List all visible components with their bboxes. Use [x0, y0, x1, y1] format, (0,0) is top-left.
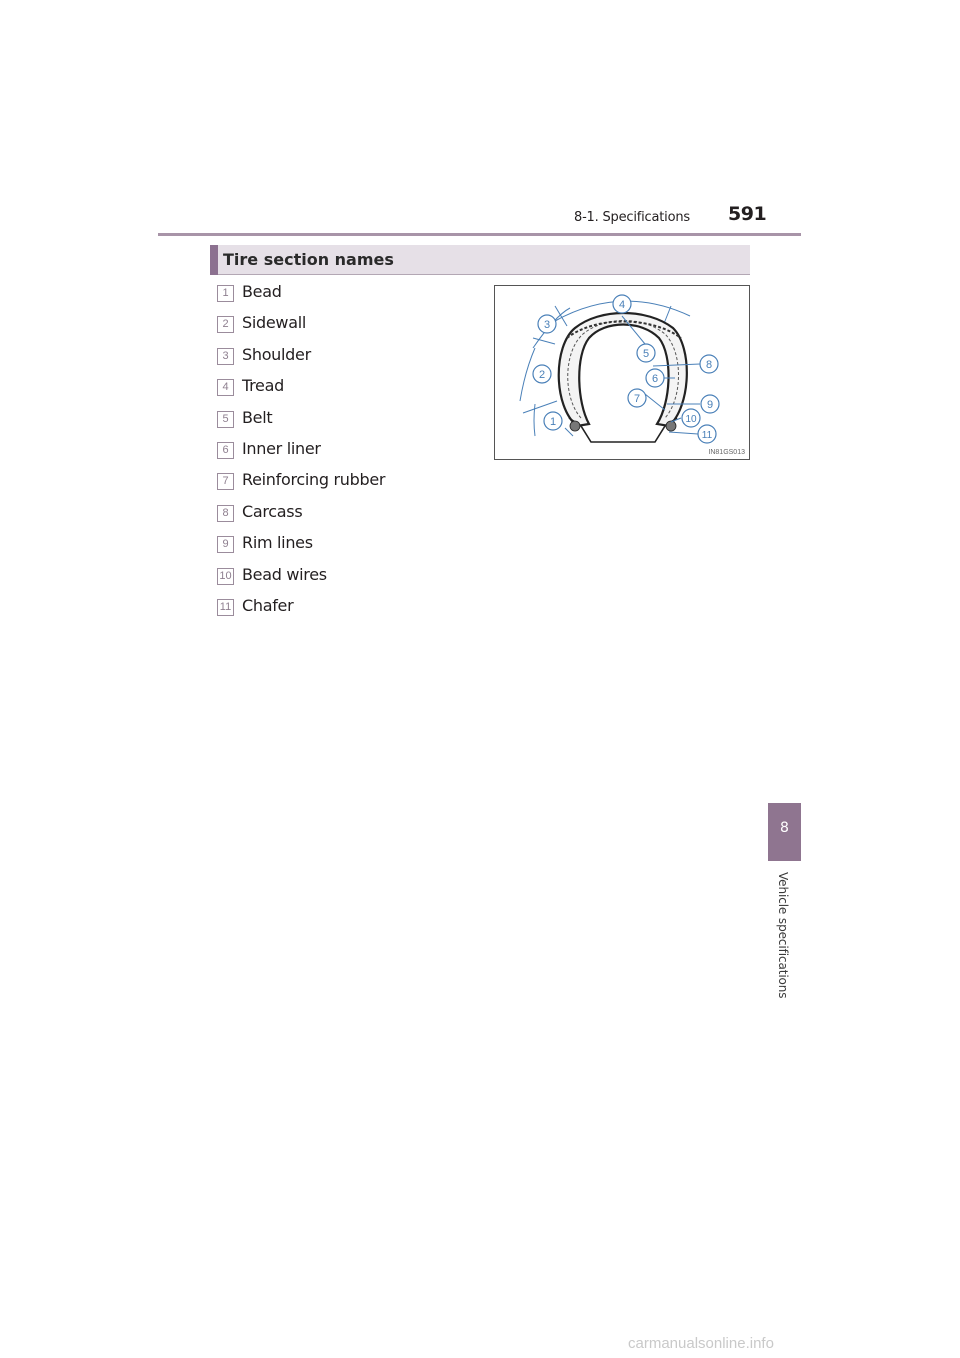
watermark: carmanualsonline.info: [628, 1335, 774, 1352]
part-label: Inner liner: [242, 438, 321, 458]
section-title-bar: [210, 245, 750, 275]
number-badge: 2: [217, 316, 234, 333]
title-accent: [210, 245, 218, 275]
header-rule: [158, 233, 801, 236]
callout-9: [701, 395, 719, 413]
callout-2: [533, 365, 551, 383]
callout-8: [700, 355, 718, 373]
part-label: Belt: [242, 407, 273, 427]
chapter-label: Vehicle specifications: [776, 872, 790, 999]
part-label: Bead wires: [242, 564, 327, 584]
number-badge: 3: [217, 348, 234, 365]
callout-4: [613, 295, 631, 313]
figure-code: IN81GS013: [708, 449, 745, 456]
chapter-tab: 8: [768, 803, 801, 861]
number-badge: 11: [217, 599, 234, 616]
number-badge: 4: [217, 379, 234, 396]
part-label: Sidewall: [242, 313, 306, 333]
svg-text:6: 6: [651, 373, 659, 385]
number-badge: 10: [217, 568, 234, 585]
tire-cross-section-diagram: [495, 286, 749, 459]
number-badge: 5: [217, 411, 234, 428]
part-label: Tread: [242, 376, 284, 396]
callout-5: [637, 344, 655, 362]
part-label: Shoulder: [242, 344, 311, 364]
svg-text:1: 1: [549, 416, 557, 428]
svg-text:9: 9: [706, 399, 714, 411]
callout-7: [628, 389, 646, 407]
number-badge: 9: [217, 536, 234, 553]
section-name: 8-1. Specifications: [574, 210, 690, 225]
part-label: Rim lines: [242, 533, 313, 553]
svg-text:10: 10: [685, 414, 697, 425]
svg-text:3: 3: [543, 319, 551, 331]
callout-3: [538, 315, 556, 333]
svg-text:7: 7: [633, 393, 641, 405]
svg-text:2: 2: [538, 369, 546, 381]
callout-10: [682, 409, 700, 427]
svg-text:11: 11: [701, 430, 713, 441]
callout-11: [698, 425, 716, 443]
svg-text:5: 5: [642, 348, 650, 360]
page-number: 591: [728, 203, 767, 225]
section-title: Tire section names: [223, 250, 394, 269]
part-label: Carcass: [242, 501, 303, 521]
callout-1: [544, 412, 562, 430]
number-badge: 8: [217, 505, 234, 522]
number-badge: 7: [217, 473, 234, 490]
tire-cross-section-figure: [494, 285, 750, 460]
number-badge: 1: [217, 285, 234, 302]
svg-text:8: 8: [705, 359, 713, 371]
number-badge: 6: [217, 442, 234, 459]
svg-text:4: 4: [618, 299, 626, 311]
part-label: Bead: [242, 282, 282, 301]
callout-6: [646, 369, 664, 387]
part-label: Reinforcing rubber: [242, 470, 386, 490]
part-label: Chafer: [242, 595, 294, 615]
